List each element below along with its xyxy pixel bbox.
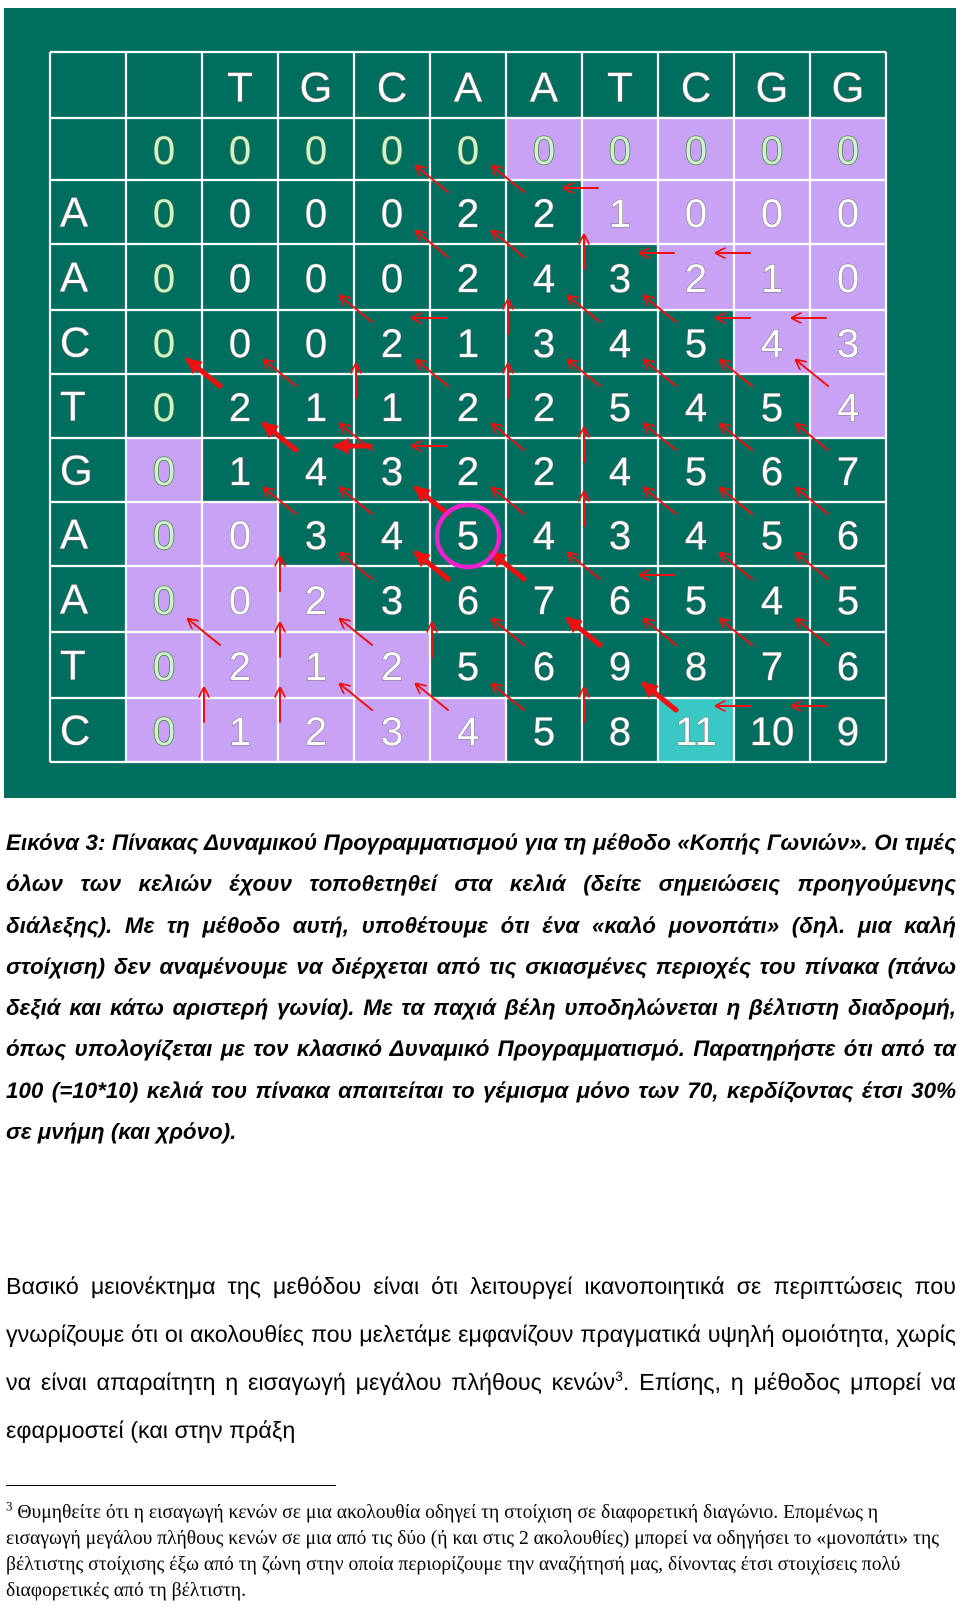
footnote-number: 3 xyxy=(6,1498,13,1514)
matrix-cell-value: 0 xyxy=(228,192,252,236)
matrix-cell-value: 1 xyxy=(380,386,404,430)
column-header: A xyxy=(529,63,559,111)
column-header: A xyxy=(453,63,483,111)
matrix-cell-value: 0 xyxy=(152,129,176,173)
body-text: Βασικό μειονέκτημα της μεθόδου είναι ότι λειτουργεί ικανοποιητικά σε περιπτώσεις που γνωρίζουμε ότι οι ακολουθίες που μελετάμε εμφανίζουν πραγματικά υψηλή ομοιότητα, χωρίς να είναι απαραίτητη η εισαγωγή μεγάλου πλήθους κενών xyxy=(6,1273,956,1395)
matrix-cell-value: 2 xyxy=(456,257,480,301)
matrix-cell-value: 2 xyxy=(532,450,556,494)
matrix-cell-value: 0 xyxy=(152,450,176,494)
matrix-cell-value: 3 xyxy=(304,514,328,558)
matrix-cell-value: 4 xyxy=(380,514,404,558)
matrix-cell-value: 5 xyxy=(532,710,556,754)
body-paragraph xyxy=(6,1262,956,1454)
matrix-cell-value: 3 xyxy=(380,710,404,754)
matrix-cell-value: 4 xyxy=(532,514,556,558)
footnote xyxy=(6,1500,956,1604)
matrix-cell-value: 0 xyxy=(152,579,176,623)
footnote-text: Θυμηθείτε ότι η εισαγωγή κενών σε μια ακολουθία οδηγεί τη στοίχιση σε διαφορετική διαγώνιο. Επομένως η εισαγωγή μεγάλου πλήθους κενών σε μια από τις δύο (ή και στις 2 ακολουθίες) μπορεί να οδηγήσει το «μονοπάτι» της βέλτιστης στοίχισης έξω από τη ζώνη στην οποία περιορίζουμε την αναζήτησή μας, δίνοντας έτσι στοιχίσεις πολύ διαφορετικές από τη βέλτιστη. xyxy=(6,1502,939,1601)
matrix-cell-value: 2 xyxy=(684,257,708,301)
column-header: T xyxy=(227,63,253,111)
matrix-cell-value: 0 xyxy=(228,514,252,558)
matrix-cell-value: 5 xyxy=(684,579,708,623)
matrix-cell-value: 5 xyxy=(608,386,632,430)
matrix-cell-value: 0 xyxy=(760,192,784,236)
row-header: A xyxy=(60,188,89,236)
body-text-continued: . Επίσης, η μέθοδος μπορεί να εφαρμοστεί (και στην πράξη xyxy=(6,1369,956,1443)
matrix-cell-value: 0 xyxy=(836,257,860,301)
matrix-cell-value: 6 xyxy=(836,645,860,689)
matrix-cell-value: 9 xyxy=(836,710,860,754)
matrix-cell-value: 7 xyxy=(760,645,784,689)
matrix-cell-value: 0 xyxy=(152,710,176,754)
matrix-cell-value: 8 xyxy=(608,710,632,754)
matrix-cell-value: 0 xyxy=(684,129,708,173)
matrix-cell-value: 11 xyxy=(675,710,717,754)
matrix-cell-value: 3 xyxy=(380,450,404,494)
matrix-cell-value: 2 xyxy=(456,450,480,494)
matrix-cell-value: 0 xyxy=(608,129,632,173)
matrix-cell-value: 1 xyxy=(304,386,328,430)
matrix-cell-value: 2 xyxy=(380,645,404,689)
column-header: C xyxy=(680,63,712,111)
matrix-cell-value: 6 xyxy=(836,514,860,558)
matrix-cell-value: 3 xyxy=(608,514,632,558)
footnote-reference[interactable]: 3 xyxy=(615,1368,623,1385)
matrix-cell-value: 0 xyxy=(152,514,176,558)
matrix-cell-value: 1 xyxy=(228,710,252,754)
matrix-cell-value: 5 xyxy=(760,514,784,558)
matrix-cell-value: 0 xyxy=(760,129,784,173)
row-header: A xyxy=(60,575,89,623)
figure-caption: Εικόνα 3: Πίνακας Δυναμικού Προγραμματισμού για τη μέθοδο «Κοπής Γωνιών». Οι τιμές όλων των κελιών έχουν τοποθετηθεί στα κελιά (δείτε σημειώσεις προηγούμενης διάλεξης). Με τη μέθοδο αυτή, υποθέτουμε ότι ένα «καλό μονοπάτι» (δηλ. μια καλή στοίχιση) δεν αναμένουμε να διέρχεται από τις σκιασμένες περιοχές του πίνακα (πάνω δεξιά και κάτω αριστερή γωνία). Με τα παχιά βέλη υποδηλώνεται η βέλτιστη διαδρομή, όπως υπολογίζεται με τον κλασικό Δυναμικό Προγραμματισμό. Παρατηρήστε ότι από τα 100 (=10*10) κελιά του πίνακα απαιτείται το γέμισμα μόνο των 70, κερδίζοντας έτσι 30% σε μνήμη (και χρόνο). xyxy=(6,830,956,1145)
matrix-cell-value: 1 xyxy=(608,192,632,236)
matrix-cell-value: 2 xyxy=(532,386,556,430)
matrix-cell-value: 0 xyxy=(152,257,176,301)
matrix-cell-value: 6 xyxy=(532,645,556,689)
matrix-cell-value: 6 xyxy=(760,450,784,494)
matrix-cell-value: 2 xyxy=(456,192,480,236)
row-header: A xyxy=(60,253,89,301)
matrix-cell-value: 3 xyxy=(532,322,556,366)
matrix-cell-value: 0 xyxy=(532,129,556,173)
matrix-cell-value: 5 xyxy=(684,450,708,494)
matrix-cell-value: 1 xyxy=(456,322,480,366)
matrix-cell-value: 5 xyxy=(836,579,860,623)
footnote-separator xyxy=(6,1485,336,1486)
row-header: C xyxy=(60,706,91,754)
dp-matrix-grid xyxy=(4,8,956,798)
matrix-cell-value: 0 xyxy=(152,386,176,430)
matrix-cell-value: 0 xyxy=(380,192,404,236)
matrix-cell-value: 5 xyxy=(456,514,480,558)
matrix-cell-value: 0 xyxy=(836,129,860,173)
matrix-cell-value: 7 xyxy=(532,579,556,623)
matrix-cell-value: 0 xyxy=(304,192,328,236)
matrix-cell-value: 9 xyxy=(608,645,632,689)
matrix-cell-value: 5 xyxy=(760,386,784,430)
matrix-cell-value: 1 xyxy=(760,257,784,301)
matrix-cell-value: 2 xyxy=(304,579,328,623)
matrix-cell-value: 4 xyxy=(760,579,784,623)
row-header: T xyxy=(60,641,86,689)
row-header: A xyxy=(60,510,89,558)
matrix-cell-value: 0 xyxy=(228,129,252,173)
matrix-cell-value: 0 xyxy=(228,322,252,366)
matrix-cell-value: 8 xyxy=(684,645,708,689)
matrix-cell-value: 4 xyxy=(684,514,708,558)
matrix-cell-value: 0 xyxy=(380,257,404,301)
matrix-cell-value: 4 xyxy=(608,450,632,494)
matrix-cell-value: 0 xyxy=(836,192,860,236)
matrix-cell-value: 0 xyxy=(304,322,328,366)
dp-matrix-figure xyxy=(4,8,956,798)
row-header: G xyxy=(60,446,93,494)
matrix-cell-value: 4 xyxy=(684,386,708,430)
matrix-cell-value: 0 xyxy=(152,192,176,236)
matrix-cell-value: 0 xyxy=(228,579,252,623)
matrix-cell-value: 2 xyxy=(304,710,328,754)
matrix-cell-value: 0 xyxy=(304,257,328,301)
matrix-cell-value: 0 xyxy=(228,257,252,301)
matrix-cell-value: 0 xyxy=(684,192,708,236)
row-header: T xyxy=(60,382,86,430)
matrix-cell-value: 4 xyxy=(760,322,784,366)
matrix-cell-value: 2 xyxy=(380,322,404,366)
column-header: G xyxy=(831,63,865,111)
matrix-cell-value: 3 xyxy=(380,579,404,623)
matrix-cell-value: 0 xyxy=(152,645,176,689)
matrix-cell-value: 0 xyxy=(304,129,328,173)
matrix-cell-value: 0 xyxy=(456,129,480,173)
matrix-cell-value: 0 xyxy=(152,322,176,366)
matrix-cell-value: 3 xyxy=(608,257,632,301)
column-header: G xyxy=(299,63,333,111)
matrix-cell-value: 5 xyxy=(684,322,708,366)
matrix-cell-value: 4 xyxy=(608,322,632,366)
matrix-cell-value: 1 xyxy=(228,450,252,494)
matrix-cell-value: 2 xyxy=(532,192,556,236)
column-header: C xyxy=(376,63,408,111)
matrix-cell-value: 2 xyxy=(228,645,252,689)
matrix-cell-value: 4 xyxy=(304,450,328,494)
matrix-cell-value: 4 xyxy=(456,710,480,754)
matrix-cell-value: 5 xyxy=(456,645,480,689)
matrix-cell-value: 3 xyxy=(836,322,860,366)
matrix-cell-value: 6 xyxy=(456,579,480,623)
row-header: C xyxy=(60,318,91,366)
matrix-cell-value: 2 xyxy=(456,386,480,430)
matrix-cell-value: 1 xyxy=(304,645,328,689)
matrix-cell-value: 6 xyxy=(608,579,632,623)
matrix-cell-value: 10 xyxy=(749,710,795,754)
matrix-cell-value: 4 xyxy=(532,257,556,301)
column-header: G xyxy=(755,63,789,111)
matrix-cell-value: 7 xyxy=(836,450,860,494)
column-header: T xyxy=(607,63,633,111)
matrix-cell-value: 2 xyxy=(228,386,252,430)
matrix-cell-value: 4 xyxy=(836,386,860,430)
matrix-cell-value: 0 xyxy=(380,129,404,173)
